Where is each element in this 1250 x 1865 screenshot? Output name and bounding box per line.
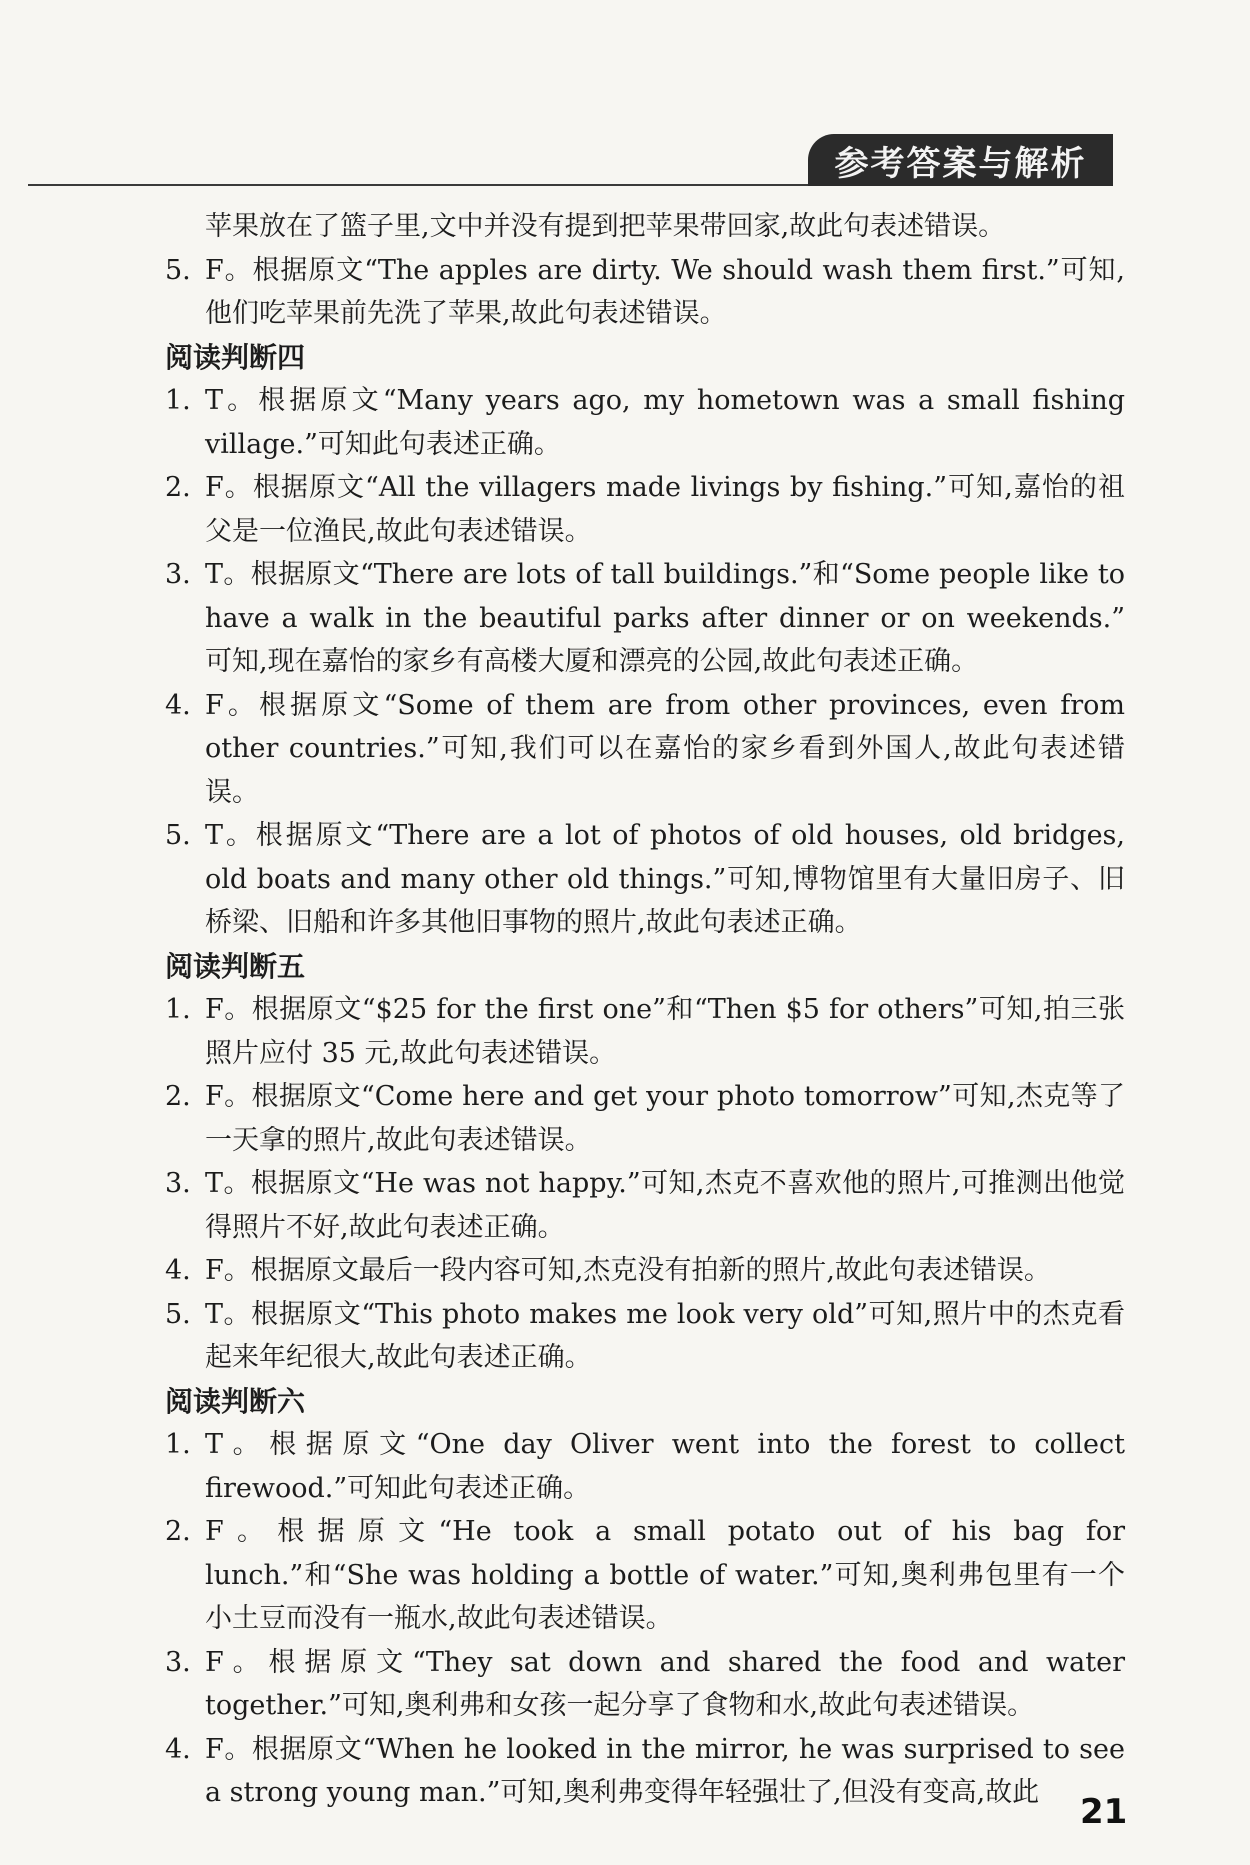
item-number: 2. [165,1081,191,1112]
item-number: 1. [165,385,191,416]
answer-item [165,1162,1125,1249]
item-text: F。根据原文“The apples are dirty. We should wash them first.”可知,他们吃苹果前先洗了苹果,故此句表述错误。 [205,254,1125,329]
answer-content [165,205,1125,1815]
answer-item [165,1075,1125,1162]
item-text: T。根据原文“There are a lot of photos of old houses, old bridges, old boats and many other old things.”可知,博物馆里有大量旧房子、旧桥梁、旧船和许多其他旧事物的照片,故此句表述正确。 [205,820,1125,938]
item-text: F。根据原文“They sat down and shared the food and water together.”可知,奥利弗和女孩一起分享了食物和水,故此句表述错误。 [205,1646,1125,1721]
answer-item [165,1423,1125,1510]
item-text: F。根据原文“Come here and get your photo tomorrow”可知,杰克等了一天拿的照片,故此句表述错误。 [205,1081,1125,1156]
item-number: 5. [165,1298,191,1330]
section-title: 阅读判断六 [165,1384,306,1418]
item-number: 5. [165,254,191,286]
item-text: F。根据原文“He took a small potato out of his bag for lunch.”和“She was holding a bottle of water.”可知,奥利弗包里有一个小土豆而没有一瓶水,故此句表述错误。 [205,1516,1125,1634]
item-text: F。根据原文最后一段内容可知,杰克没有拍新的照片,故此句表述错误。 [205,1255,1051,1286]
continued-line: 苹果放在了篮子里,文中并没有提到把苹果带回家,故此句表述错误。 [205,211,1006,242]
section-title: 阅读判断四 [165,340,306,374]
answer-item [165,1641,1125,1728]
answer-item [165,684,1125,815]
answer-item [165,249,1125,336]
item-text: T。根据原文“Many years ago, my hometown was a small fishing village.”可知此句表述正确。 [205,385,1125,460]
answer-item [165,814,1125,945]
answer-item [165,988,1125,1075]
header-title: 参考答案与解析 [808,134,1113,186]
answer-item [165,379,1125,466]
section-title: 阅读判断五 [165,949,306,983]
item-text: F。根据原文“All the villagers made livings by fishing.”可知,嘉怡的祖父是一位渔民,故此句表述错误。 [205,472,1125,547]
answer-item [165,1510,1125,1641]
item-text: F。根据原文“When he looked in the mirror, he was surprised to see a strong young man.”可知,奥利弗变得年轻强壮了,但没有变高,故此 [205,1733,1125,1808]
item-text: T。根据原文“One day Oliver went into the forest to collect firewood.”可知此句表述正确。 [205,1429,1125,1504]
page-number: 21 [1080,1792,1128,1832]
item-number: 2. [165,472,191,503]
item-text: F。根据原文“$25 for the first one”和“Then $5 for others”可知,拍三张照片应付 35 元,故此句表述错误。 [205,994,1125,1069]
item-text: T。根据原文“He was not happy.”可知,杰克不喜欢他的照片,可推测出他觉得照片不好,故此句表述正确。 [205,1168,1125,1243]
item-number: 3. [165,559,191,590]
item-number: 4. [165,1255,191,1286]
item-number: 3. [165,1646,191,1678]
item-number: 3. [165,1168,191,1199]
answer-item [165,1728,1125,1815]
answer-item [165,553,1125,684]
item-number: 1. [165,1429,191,1460]
answer-item [165,466,1125,553]
item-number: 4. [165,689,191,721]
item-number: 1. [165,994,191,1025]
item-text: T。根据原文“There are lots of tall buildings.”和“Some people like to have a walk in the beautiful parks after dinner or on weekends.” 可知,现在嘉怡的家乡有高楼大厦和漂亮的公园,故此句表述正确。 [205,559,1125,677]
item-text: F。根据原文“Some of them are from other provinces, even from other countries.”可知,我们可以在嘉怡的家乡看到外国人,故此句表述错误。 [205,689,1125,808]
item-number: 2. [165,1516,191,1547]
item-text: T。根据原文“This photo makes me look very old”可知,照片中的杰克看起来年纪很大,故此句表述正确。 [205,1298,1125,1373]
answer-item [165,1293,1125,1380]
item-number: 4. [165,1733,191,1765]
answer-item [165,1249,1125,1293]
item-number: 5. [165,820,191,851]
